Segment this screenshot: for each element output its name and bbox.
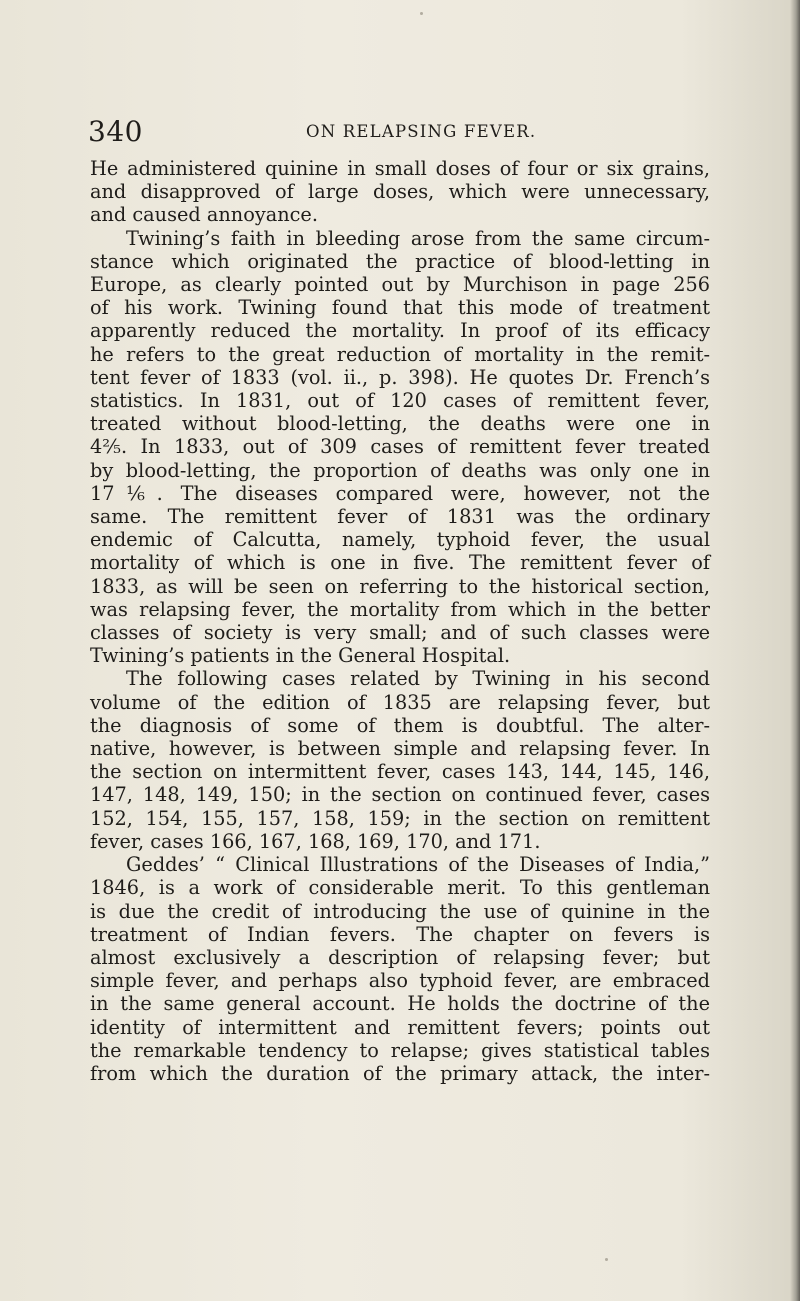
text-line: the diagnosis of some of them is doubtful. The alter- <box>90 713 710 737</box>
text-line: almost exclusively a description of relapsing fever; but <box>90 945 710 969</box>
text-line: 1846, is a work of considerable merit. To this gentleman <box>90 876 710 900</box>
text-line: apparently reduced the mortality. In proof of its efficacy <box>90 319 710 343</box>
text-line: from which the duration of the primary attack, the inter- <box>90 1061 710 1085</box>
text-line: and caused annoyance. <box>90 203 318 227</box>
text-line: The following cases related by Twining in his second <box>126 667 710 691</box>
page-edge-shadow <box>790 0 800 1301</box>
text-line: the section on intermittent fever, cases 143, 144, 145, 146, <box>90 760 710 784</box>
text-line: He administered quinine in small doses of four or six grains, <box>90 157 710 180</box>
text-line: native, however, is between simple and relapsing fever. In <box>90 737 710 761</box>
text-line: classes of society is very small; and of such classes were <box>90 621 710 645</box>
text-line: in the same general account. He holds the doctrine of the <box>90 992 710 1016</box>
body-text <box>90 157 710 1085</box>
text-line: the remarkable tendency to relapse; gives statistical tables <box>90 1038 710 1062</box>
text-line: 147, 148, 149, 150; in the section on continued fever, cases <box>90 783 710 807</box>
running-head: ON RELAPSING FEVER. <box>306 122 537 141</box>
text-line: 17⅙. The diseases compared were, however, not the <box>90 481 710 505</box>
text-line: volume of the edition of 1835 are relapsing fever, but <box>90 690 710 714</box>
page-number: 340 <box>88 115 143 148</box>
text-line: by blood-letting, the proportion of deaths was only one in <box>90 458 710 482</box>
text-line: was relapsing fever, the mortality from which in the better <box>90 597 710 621</box>
text-line: 152, 154, 155, 157, 158, 159; in the section on remittent <box>90 806 710 830</box>
text-line: endemic of Calcutta, namely, typhoid fever, the usual <box>90 528 710 552</box>
text-line: of his work. Twining found that this mode of treatment <box>90 296 710 320</box>
text-line: Twining’s patients in the General Hospital. <box>90 644 511 668</box>
text-line: and disapproved of large doses, which were unnecessary, <box>90 180 710 204</box>
text-line: Twining’s faith in bleeding arose from the same circum- <box>126 226 710 250</box>
paper-speck <box>605 1258 608 1261</box>
text-line: he refers to the great reduction of mortality in the remit- <box>90 342 710 366</box>
text-line: treated without blood-letting, the deaths were one in <box>90 412 710 436</box>
text-line: stance which originated the practice of blood-letting in <box>90 249 710 273</box>
text-line: simple fever, and perhaps also typhoid fever, are embraced <box>90 969 710 993</box>
text-line: is due the credit of introducing the use of quinine in the <box>90 899 710 923</box>
text-line: Europe, as clearly pointed out by Murchison in page 256 <box>90 273 710 297</box>
text-line: statistics. In 1831, out of 120 cases of remittent fever, <box>90 389 710 413</box>
text-line: tent fever of 1833 (vol. ii., p. 398). He quotes Dr. French’s <box>90 365 710 389</box>
paper-speck <box>420 12 423 15</box>
text-line: 1833, as will be seen on referring to the historical section, <box>90 574 710 598</box>
text-line: identity of intermittent and remittent fevers; points out <box>90 1015 710 1039</box>
text-line: treatment of Indian fevers. The chapter on fevers is <box>90 922 710 946</box>
text-line: fever, cases 166, 167, 168, 169, 170, and 171. <box>90 829 541 853</box>
text-line: same. The remittent fever of 1831 was the ordinary <box>90 505 710 529</box>
text-line: mortality of which is one in five. The remittent fever of <box>90 551 710 575</box>
text-line: 4²⁄₅. In 1833, out of 309 cases of remittent fever treated <box>90 435 710 459</box>
text-line: Geddes’ “ Clinical Illustrations of the Diseases of India,” <box>126 853 710 877</box>
